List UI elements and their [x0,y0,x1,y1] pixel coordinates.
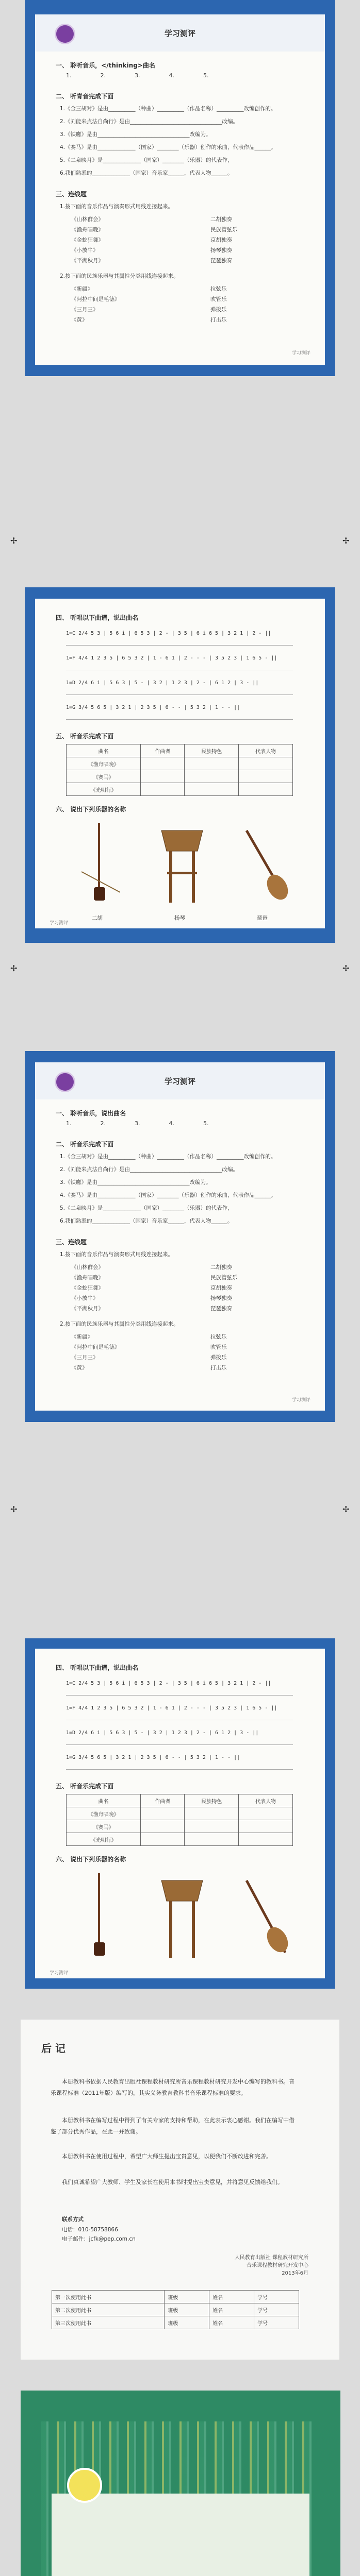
answer-table: 曲名 作曲者 民族特色 代表人物 《渔舟唱晚》 《赛马》 《光明行》 [66,1794,293,1846]
section-heading: 六、 说出下列乐器的名称 [56,806,126,813]
workbook-page-3 [35,1062,325,1411]
answer-options: 1. 2. 3. 4. 5. [66,1120,209,1127]
match-right-list: 拉弦乐 吹管乐 弹拨乐 打击乐 [210,1334,227,1371]
answer-line [66,1695,293,1696]
music-score: 1=C 2/4 5 3 | 5 6 i | 6 5 3 | 2 - | 3 5 | 6 i 6 5 | 3 2 1 | 2 - || [66,631,271,636]
pipa-illustration [236,820,293,908]
music-score: 1=F 4/4 1 2 3 5 | 6 5 3 2 | 1 - 6 1 | 2 - - - | 3 5 2 3 | 1 6 5 - || [66,1705,277,1711]
instruction: 1.按下面的音乐作品与演奏形式用线连接起来。 [60,204,174,210]
instrument-name: 琵琶 [257,915,268,921]
page-footer: 学习测评 [50,921,69,926]
contact-phone: 电话：010-58758866 [62,2227,118,2233]
instrument-name: 二胡 [92,915,103,921]
section-heading: 三、连线题 [56,191,87,198]
question-line: 4.《赛马》是由______________（国家）________（乐器）创作的乐曲，代表作品______。 [60,1192,276,1198]
binding-mark-icon: ✢ [342,536,350,546]
section-heading: 五、 听音乐完成下面 [56,733,114,740]
page-footer: 学习测评 [50,1971,69,1976]
instrument-name: 扬琴 [174,915,185,921]
afterword-paragraph: 我们真诚希望广大教师、学生及家长在使用本书时提出宝贵意见，并将意见反馈给我们。 [62,2179,283,2185]
binding-mark-icon: ✢ [10,536,18,546]
binding-mark-icon: ✢ [342,963,350,973]
binding-mark-icon: ✢ [10,963,18,973]
question-line: 2.《刘能来点法自尚行》是由__________________________________改编。 [60,1166,239,1173]
page-footer: 学习测评 [291,1398,310,1403]
match-left-list: 《新疆》 《阿拉中间是毛德》 《三月三》 《黄》 [71,286,120,323]
answer-line [66,1769,293,1770]
section-heading: 五、 听音乐完成下面 [56,1783,114,1790]
match-left-list: 《山林群会》 《渔舟唱晚》 《金蛇狂舞》 《小放牛》 《平湖秋月》 [71,1264,104,1312]
page-title: 学习测评 [164,29,195,38]
answer-line [66,719,293,720]
erhu-illustration [76,820,123,908]
answer-options: 1. 2. 3. 4. 5. [66,72,209,79]
section-heading: 三、连线题 [56,1239,87,1246]
question-line: 5.《二泉映月》是______________（国家）________（乐器）的代表作， [60,157,233,163]
section-heading: 一、 聆听音乐，说出曲名 [56,1110,126,1117]
workbook-page-1 [35,14,325,365]
match-right-list: 二胡独奏 民族管弦乐 京胡独奏 扬琴独奏 琵琶独奏 [210,1264,238,1312]
answer-line [66,694,293,695]
question-line: 5.《二泉映月》是______________（国家）________（乐器）的代表作， [60,1205,233,1211]
erhu-illustration [76,1870,123,1963]
question-line: 1.《金三胡对》是由__________（种曲）__________（作品名称）__________改编创作的。 [60,1154,276,1160]
pipa-illustration [236,1870,293,1963]
page-header [35,14,325,52]
afterword-page [21,2020,339,2360]
question-line: 3.《铁鹰》是由__________________________________改编为。 [60,131,211,138]
workbook-page-2 [35,599,325,928]
instruction: 2.按下面的民族乐器与其属性分类用线连接起来。 [60,1321,179,1327]
match-left-list: 《新疆》 《阿拉中间是毛德》 《三月三》 《黄》 [71,1334,120,1371]
section-heading: 一、 聆听音乐，</thinking>曲名 [56,62,155,69]
afterword-paragraph: 本册教科书依据人民教育出版社课程教材研究所音乐课程教材研究开发中心编写的教科书。音乐课程标准（2011年版）编写的，其实义务教育教科书音乐课程标准的要求。 [51,2078,294,2096]
section-heading: 四、 听唱以下曲谱，说出曲名 [56,1664,139,1671]
music-score: 1=F 4/4 1 2 3 5 | 6 5 3 2 | 1 - 6 1 | 2 - - - | 3 5 2 3 | 1 6 5 - || [66,655,277,661]
binding-mark-icon: ✢ [10,1504,18,1514]
answer-line [66,1744,293,1745]
match-left-list: 《山林群会》 《渔舟唱晚》 《金蛇狂舞》 《小放牛》 《平湖秋月》 [71,216,104,264]
signature: 人民教育出版社 课程教材研究所 音乐课程教材研究开发中心 2013年6月 [234,2255,308,2276]
afterword-paragraph: 本册教科书在使用过程中，希望广大师生提出宝贵意见，以便我们不断改进和完善。 [62,2153,272,2160]
question-line: 1.《金三胡对》是由__________（种曲）__________（作品名称）__________改编创作的。 [60,106,276,112]
question-line: 3.《铁鹰》是由__________________________________改编为。 [60,1179,211,1185]
question-line: 2.《刘能来点法自尚行》是由__________________________________改编。 [60,118,239,125]
contact-label: 联系方式 [62,2216,84,2223]
section-heading: 六、 说出下列乐器的名称 [56,1856,126,1863]
back-cover [21,2391,340,2576]
match-right-list: 二胡独奏 民族管弦乐 京胡独奏 扬琴独奏 琵琶独奏 [210,216,238,264]
yangqin-illustration [154,820,210,908]
music-score: 1=G 3/4 5 6 5 | 3 2 1 | 2 3 5 | 6 - - | 5 3 2 | 1 - - || [66,1755,240,1760]
music-score: 1=G 3/4 5 6 5 | 3 2 1 | 2 3 5 | 6 - - | 5 3 2 | 1 - - || [66,705,240,710]
usage-record-table: 第一次使用此书 班级 姓名 学号 第二次使用此书 班级 姓名 学号 第三次使用此书 班级 姓名 学号 [52,2290,299,2329]
question-line: 6.我们熟悉的______________（国家）音乐家______，代表人物______。 [60,170,233,176]
question-line: 6.我们熟悉的______________（国家）音乐家______，代表人物______。 [60,1218,233,1224]
answer-line [66,645,293,646]
cover-panel [52,2494,309,2576]
music-score: 1=D 2/4 6 i | 5 6 3 | 5 - | 3 2 | 1 2 3 | 2 - | 6 1 2 | 3 - || [66,1730,259,1736]
instruction: 2.按下面的民族乐器与其属性分类用线连接起来。 [60,273,179,279]
section-heading: 二、 听青音完成下面 [56,93,114,100]
match-right-list: 拉弦乐 吹管乐 弹拨乐 打击乐 [210,286,227,323]
section-heading: 二、 听音乐完成下面 [56,1141,114,1148]
afterword-paragraph: 本册教科书在编写过程中得到了有关专家的支持和帮助，在此表示衷心感谢。我们在编写中借鉴了部分优秀作品，在此一并致谢。 [51,2117,294,2135]
music-score: 1=D 2/4 6 i | 5 6 3 | 5 - | 3 2 | 1 2 3 | 2 - | 6 1 2 | 3 - || [66,680,259,686]
cover-badge-icon [67,2468,102,2503]
answer-table: 曲名 作曲者 民族特色 代表人物 《渔舟唱晚》 《赛马》 《光明行》 [66,744,293,796]
page-header [35,1062,325,1099]
section-heading: 四、 听唱以下曲谱，说出曲名 [56,614,139,621]
music-score: 1=C 2/4 5 3 | 5 6 i | 6 5 3 | 2 - | 3 5 | 6 i 6 5 | 3 2 1 | 2 - || [66,1681,271,1686]
binding-mark-icon: ✢ [342,1504,350,1514]
contact-email: 电子邮件：jcfk@pep.com.cn [62,2236,136,2242]
workbook-page-4 [35,1649,325,1978]
yangqin-illustration [154,1870,210,1963]
question-line: 4.《赛马》是由______________（国家）________（乐器）创作的乐曲，代表作品______。 [60,144,276,150]
instruction: 1.按下面的音乐作品与演奏形式用线连接起来。 [60,1251,174,1258]
page-footer: 学习测评 [291,351,310,356]
afterword-title: 后 记 [41,2042,66,2055]
page-title: 学习测评 [164,1077,195,1086]
